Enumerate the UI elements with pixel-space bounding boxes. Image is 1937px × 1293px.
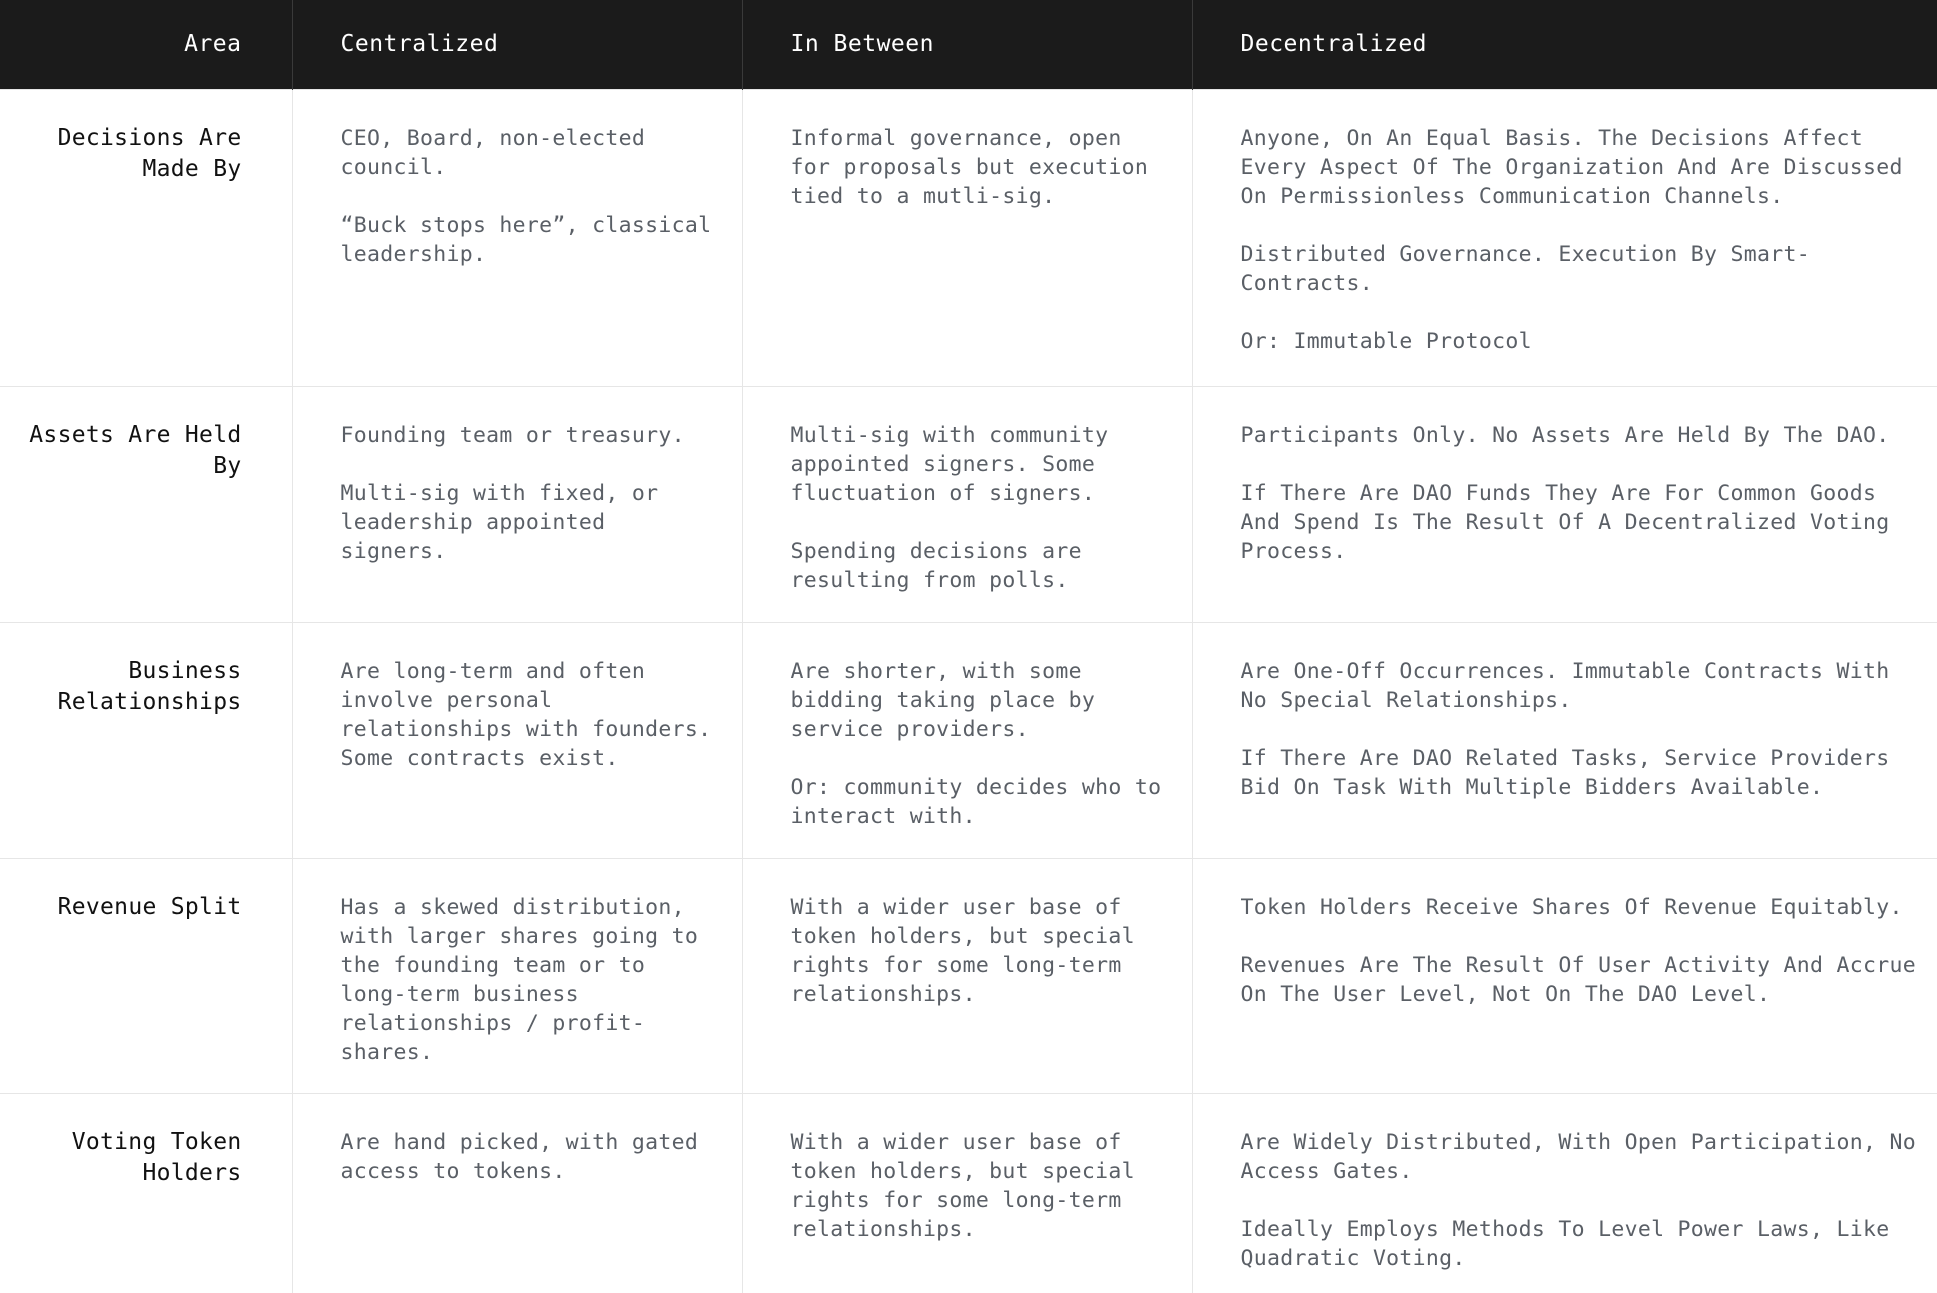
cell-paragraph: Or: Immutable Protocol — [1240, 328, 1532, 354]
cell-centralized — [292, 858, 742, 1093]
table-row — [0, 89, 1937, 386]
cell-paragraph: Multi-sig with community appointed signers. Some fluctuation of signers. — [790, 422, 1109, 506]
column-header-decentralized: Decentralized — [1192, 0, 1937, 89]
row-label-voting: Voting Token Holders — [0, 1093, 292, 1293]
cell-in-between — [742, 386, 1192, 622]
cell-paragraph: With a wider user base of token holders, but special rights for some long-term relationships. — [790, 1129, 1135, 1242]
cell-centralized — [292, 622, 742, 858]
cell-paragraph: Or: community decides who to interact with. — [790, 774, 1162, 829]
cell-paragraph: Are One-Off Occurrences. Immutable Contracts With No Special Relationships. — [1240, 658, 1890, 713]
table-row — [0, 1093, 1937, 1293]
header-row — [0, 0, 1937, 89]
cell-paragraph: Multi-sig with fixed, or leadership appointed signers. — [340, 480, 659, 564]
cell-paragraph: Founding team or treasury. — [340, 422, 685, 448]
cell-in-between — [742, 622, 1192, 858]
column-header-centralized: Centralized — [292, 0, 742, 89]
cell-paragraph: “Buck stops here”, classical leadership. — [340, 212, 712, 267]
table-row — [0, 622, 1937, 858]
cell-paragraph: Distributed Governance. Execution By Smart-Contracts. — [1240, 241, 1810, 296]
cell-decentralized — [1192, 1093, 1937, 1293]
cell-decentralized — [1192, 858, 1937, 1093]
cell-decentralized — [1192, 622, 1937, 858]
row-label-assets: Assets Are Held By — [0, 386, 292, 622]
column-header-area: Area — [0, 0, 292, 89]
cell-paragraph: If There Are DAO Related Tasks, Service Providers Bid On Task With Multiple Bidders Available. — [1240, 745, 1890, 800]
cell-paragraph: Anyone, On An Equal Basis. The Decisions Affect Every Aspect Of The Organization And Are Discussed On Permissionless Communication Channels. — [1240, 125, 1903, 209]
cell-in-between — [742, 1093, 1192, 1293]
cell-centralized — [292, 1093, 742, 1293]
cell-paragraph: Ideally Employs Methods To Level Power Laws, Like Quadratic Voting. — [1240, 1216, 1890, 1271]
cell-paragraph: Are Widely Distributed, With Open Participation, No Access Gates. — [1240, 1129, 1916, 1184]
cell-paragraph: Participants Only. No Assets Are Held By The DAO. — [1240, 422, 1890, 448]
table-header — [0, 0, 1937, 89]
cell-decentralized — [1192, 89, 1937, 386]
table-row — [0, 858, 1937, 1093]
cell-paragraph: Token Holders Receive Shares Of Revenue Equitably. — [1240, 894, 1903, 920]
row-label-decisions: Decisions Are Made By — [0, 89, 292, 386]
cell-paragraph: Are hand picked, with gated access to tokens. — [340, 1129, 699, 1184]
cell-in-between — [742, 89, 1192, 386]
row-label-revenue: Revenue Split — [0, 858, 292, 1093]
table-row — [0, 386, 1937, 622]
row-label-business: Business Relationships — [0, 622, 292, 858]
cell-paragraph: If There Are DAO Funds They Are For Common Goods And Spend Is The Result Of A Decentralized Voting Process. — [1240, 480, 1890, 564]
cell-paragraph: Are long-term and often involve personal relationships with founders. Some contracts exist. — [340, 658, 712, 771]
cell-centralized — [292, 89, 742, 386]
column-header-in-between: In Between — [742, 0, 1192, 89]
table-body — [0, 89, 1937, 1293]
cell-centralized — [292, 386, 742, 622]
cell-paragraph: CEO, Board, non-elected council. — [340, 125, 646, 180]
cell-paragraph: Revenues Are The Result Of User Activity And Accrue On The User Level, Not On The DAO Level. — [1240, 952, 1916, 1007]
cell-paragraph: Are shorter, with some bidding taking place by service providers. — [790, 658, 1096, 742]
cell-paragraph: Informal governance, open for proposals but execution tied to a mutli-sig. — [790, 125, 1149, 209]
cell-in-between — [742, 858, 1192, 1093]
cell-paragraph: With a wider user base of token holders, but special rights for some long-term relationships. — [790, 894, 1135, 1007]
cell-paragraph: Spending decisions are resulting from polls. — [790, 538, 1082, 593]
cell-paragraph: Has a skewed distribution, with larger shares going to the founding team or to long-term business relationships / profit-shares. — [340, 894, 699, 1065]
cell-decentralized — [1192, 386, 1937, 622]
